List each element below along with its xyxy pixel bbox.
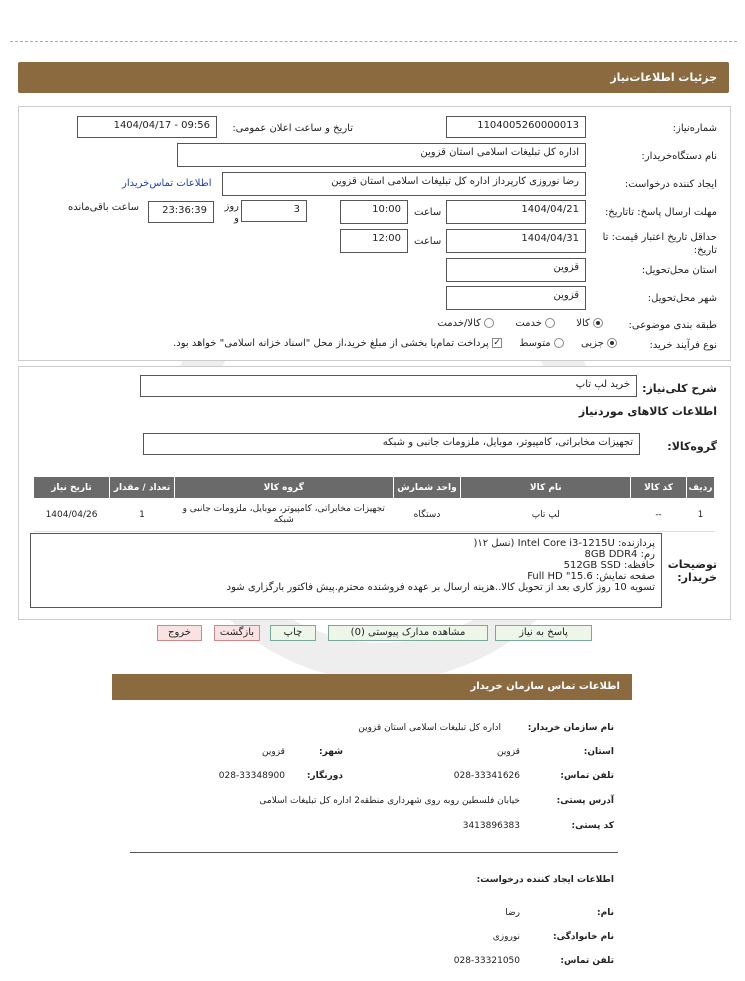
col-code: کد کالا (631, 477, 687, 499)
desc-line: تسویه 10 روز کاری بعد از تحویل کالا..هزینه ارسال بر عهده فروشنده محترم.پیش فاکتور بارگزاری شود (226, 582, 655, 593)
category-options (437, 318, 603, 329)
contact-address-label: آدرس پستی: (556, 796, 614, 806)
creator-family: نوروزی (492, 932, 520, 942)
attachments-button[interactable]: مشاهده مدارک پیوستی (0) (328, 625, 488, 641)
creator-label: ایجاد کننده درخواست: (624, 179, 717, 190)
contact-address: خیابان فلسطین روبه روی شهرداری منطقه2 اداره کل تبلیغات اسلامی (259, 796, 520, 806)
col-qty: تعداد / مقدار (110, 477, 175, 499)
cell-code: -- (631, 499, 687, 532)
deadline-date-field: 1404/04/21 (446, 200, 586, 224)
remaining-label: ساعت باقی‌مانده (68, 202, 140, 213)
page-header (18, 62, 729, 93)
city-label: شهر محل‌تحویل: (647, 293, 717, 304)
table-row (34, 499, 715, 532)
creator-name-label: نام: (597, 908, 614, 918)
category-label: طبقه بندی موضوعی: (628, 320, 717, 331)
desc-box (30, 533, 662, 608)
process-label: نوع فرآیند خرید: (649, 340, 717, 351)
desc-label: توضیحات خریدار: (667, 558, 717, 584)
validity-date-field: 1404/04/31 (446, 229, 586, 253)
col-unit: واحد شمارش (393, 477, 461, 499)
items-title: اطلاعات کالاهای موردنیاز (578, 405, 717, 418)
contact-fax-label: دورنگار: (306, 771, 343, 781)
creator-field: رضا نوروزی کارپرداز اداره کل تبلیغات اسلامی استان قزوین (222, 172, 586, 196)
cell-qty: 1 (110, 499, 175, 532)
desc-line: حافظه: 512GB SSD (563, 560, 655, 571)
items-table-header (34, 477, 715, 499)
radio-goods[interactable] (593, 318, 603, 328)
cell-group: تجهیزات مخابراتی، کامپیوتر، موبایل، ملزومات جانبی و شبکه (174, 499, 393, 532)
announce-field: 1404/04/17 - 09:56 (77, 116, 217, 138)
creator-phone-label: تلفن تماس: (560, 956, 614, 966)
deadline-time-field: 10:00 (340, 200, 408, 224)
desc-line: صفحه نمایش: 15.6" Full HD (527, 571, 655, 582)
creator-phone: 028-33321050 (453, 956, 520, 966)
contact-fax: 028-33348900 (218, 771, 285, 781)
need-number-field: 1104005260000013 (446, 116, 586, 138)
contact-city-label: شهر: (319, 747, 343, 757)
radio-partial-label: جزیی (580, 338, 604, 349)
contact-city: قزوین (262, 747, 285, 757)
desc-line: رم: 8GB DDR4 (584, 549, 655, 560)
validity-time-field: 12:00 (340, 229, 408, 253)
need-number-label: شماره‌نیاز: (672, 123, 717, 134)
days-label: روز و (224, 201, 239, 224)
validity-time-label: ساعت (414, 236, 442, 247)
city-field: قزوین (446, 286, 586, 310)
days-remaining-field: 3 (241, 200, 307, 222)
radio-goods-label: کالا (576, 318, 590, 329)
contact-phone-label: تلفن تماس: (560, 771, 614, 781)
page-title: جزئیات اطلاعات‌نیاز (610, 71, 717, 84)
cell-unit: دستگاه (393, 499, 461, 532)
contact-phone: 028-33341626 (453, 771, 520, 781)
payment-checkbox[interactable]: ✓ (493, 338, 501, 348)
announce-label: تاریخ و ساعت اعلان عمومی: (232, 123, 353, 134)
radio-service-label: خدمت (515, 318, 542, 329)
group-field: تجهیزات مخابراتی، کامپیوتر، موبایل، ملزومات جانبی و شبکه (143, 433, 640, 455)
summary-field: خرید لپ تاپ (140, 375, 637, 397)
back-button[interactable]: بازگشت (214, 625, 260, 641)
validity-label: حداقل تاریخ اعتبار قیمت: تا تاریخ: (602, 232, 717, 256)
radio-goods-service-label: کالا/خدمت (437, 318, 481, 329)
creator-section-title: اطلاعات ایجاد کننده درخواست: (476, 875, 614, 885)
cell-name: لپ تاپ (461, 499, 631, 532)
creator-family-label: نام خانوادگی: (552, 932, 614, 942)
col-row: ردیف (687, 477, 715, 499)
payment-note: پرداخت تمام‌یا بخشی از مبلغ خرید،از محل "اسناد خزانه اسلامی" خواهد بود. (173, 338, 489, 349)
province-field: قزوین (446, 258, 586, 282)
top-divider (10, 41, 737, 42)
radio-medium-label: متوسط (519, 338, 551, 349)
deadline-label: مهلت ارسال پاسخ: تاتاریخ: (604, 207, 717, 218)
contact-org-label: نام سازمان خریدار: (527, 723, 614, 733)
summary-label: شرح کلی‌نیاز: (642, 382, 717, 395)
creator-name: رضا (505, 908, 520, 918)
remaining-time-field: 23:36:39 (148, 201, 214, 223)
contact-info-link[interactable]: اطلاعات تماس‌خریدار (122, 178, 212, 189)
contact-divider (130, 852, 618, 853)
contact-province-label: استان: (583, 747, 614, 757)
radio-medium[interactable] (554, 338, 564, 348)
contact-postal: 3413896383 (462, 821, 520, 831)
radio-service[interactable] (545, 318, 555, 328)
items-table (33, 476, 715, 532)
contact-title: اطلاعات تماس سازمان خریدار (470, 681, 620, 692)
col-name: نام کالا (461, 477, 631, 499)
cell-date: 1404/04/26 (34, 499, 110, 532)
reply-button[interactable]: پاسخ به نیاز (495, 625, 592, 641)
exit-button[interactable]: خروج (157, 625, 202, 641)
col-date: تاریخ نیاز (34, 477, 110, 499)
contact-postal-label: کد پستی: (571, 821, 614, 831)
deadline-time-label: ساعت (414, 207, 442, 218)
radio-partial[interactable] (607, 338, 617, 348)
province-label: استان محل‌تحویل: (641, 265, 717, 276)
buyer-org-label: نام دستگاه‌خریدار: (641, 151, 717, 162)
contact-province: قزوین (497, 747, 520, 757)
print-button[interactable]: چاپ (270, 625, 316, 641)
contact-org: اداره کل تبلیغات اسلامی استان قزوین (358, 723, 501, 733)
col-group: گروه کالا (174, 477, 393, 499)
desc-line: پردازنده: Intel Core i3-1215U (نسل ۱۲( (473, 538, 655, 549)
group-label: گروه‌کالا: (667, 440, 717, 453)
cell-row: 1 (687, 499, 715, 532)
contact-header (112, 674, 632, 700)
radio-goods-service[interactable] (484, 318, 494, 328)
process-options (173, 338, 617, 349)
buyer-org-field: اداره کل تبلیغات اسلامی استان قزوین (177, 143, 586, 167)
